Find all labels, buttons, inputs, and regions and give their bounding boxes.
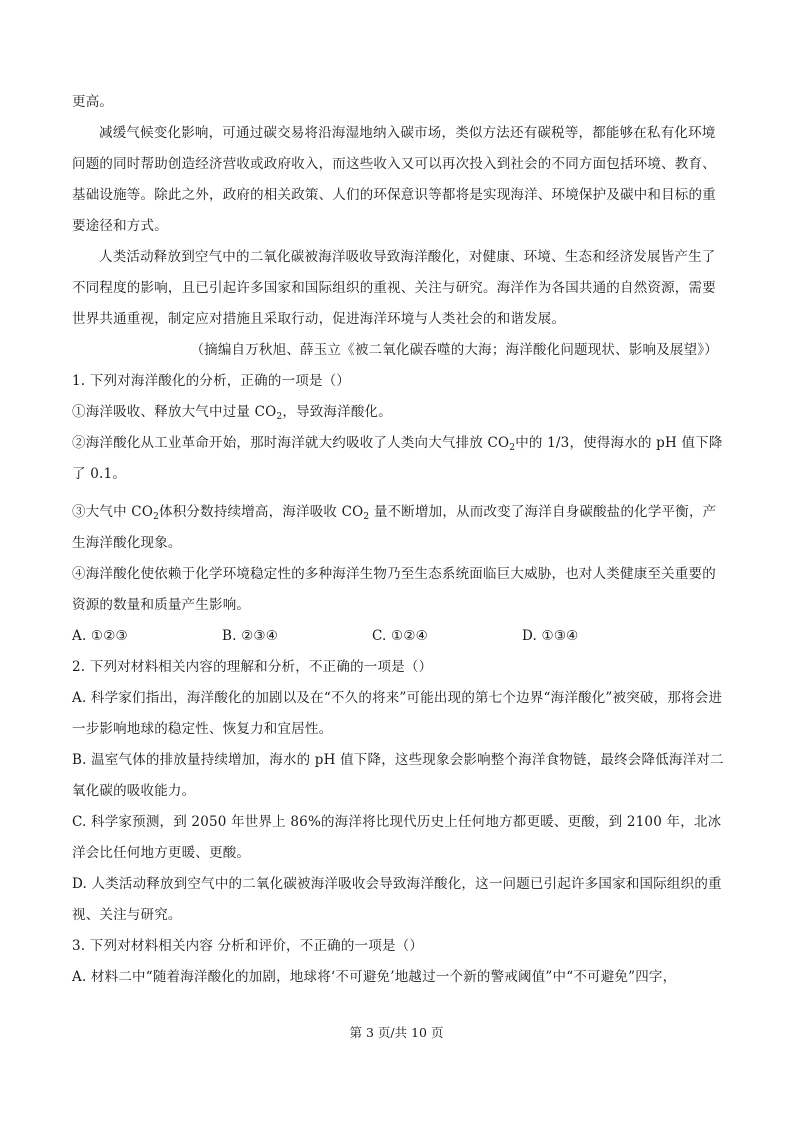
question-2-option-a: A. 科学家们指出，海洋酸化的加剧以及在“不久的将来”可能出现的第七个边界“海洋酸化”被突破，那将会进一步影响地球的稳定性、恢复力和宜居性。 xyxy=(72,690,723,737)
question-1-stem: 1. 下列对海洋酸化的分析，正确的一项是（） xyxy=(72,373,351,389)
question-3-stem: 3. 下列对材料相关内容 分析和评价，不正确的一项是（） xyxy=(72,938,424,954)
passage-source: （摘编自万秋旭、薛玉立《被二氧化碳吞噬的大海；海洋酸化问题现状、影响及展望》） xyxy=(190,342,718,358)
passage-paragraph-conclusion: 人类活动释放到空气中的二氧化碳被海洋吸收导致海洋酸化，对健康、环境、生态和经济发展皆产生了不同程度的影响，且已引起许多国家和国际组织的重视、关注与研究。海洋作为各国共通的自然资源，需要世界共通重视，制定应对措施且采取行动，促进海洋环境与人类社会的和谐发展。 xyxy=(72,249,716,327)
question-1-statement-3: ③大气中 $CO_2$体积分数持续增高，海洋吸收 $CO_2$ 量不断增加，从而改变了海洋自身碳酸盐的化学平衡，产生海洋酸化现象。 xyxy=(72,504,717,551)
passage-paragraph-end: 更高。 xyxy=(72,94,114,110)
option-a: A. ①②③ xyxy=(72,628,128,644)
question-1-statement-1: ①海洋吸收、释放大气中过量 $CO_2$，导致海洋酸化。 xyxy=(72,404,392,422)
question-2-stem: 2. 下列对材料相关内容的理解和分析，不正确的一项是（） xyxy=(72,659,433,675)
page-content xyxy=(72,87,724,993)
page-footer: 第 3 页/共 10 页 xyxy=(349,1025,444,1040)
option-d: D. ①③④ xyxy=(522,628,579,644)
option-c: C. ①②④ xyxy=(372,628,428,644)
question-3-option-a: A. 材料二中“随着海洋酸化的加剧，地球将‘不可避免’地越过一个新的警戒阈值”中“不可避免”四字， xyxy=(72,969,677,985)
question-1-statement-4: ④海洋酸化使依赖于化学环境稳定性的多种海洋生物乃至生态系统面临巨大威胁，也对人类健康至关重要的资源的数量和质量产生影响。 xyxy=(72,566,716,613)
question-2-option-c: C. 科学家预测，到 2050 年世界上 86%的海洋将比现代历史上任何地方都更暖、更酸，到 2100 年，北冰洋会比任何地方更暖、更酸。 xyxy=(72,814,722,861)
question-1-options xyxy=(72,621,672,652)
passage-paragraph-carbon-trading: 减缓气候变化影响，可通过碳交易将沿海湿地纳入碳市场，类似方法还有碳税等，都能够在私有化环境问题的同时帮助创造经济营收或政府收入，而这些收入又可以再次投入到社会的不同方面包括环境、教育、基础设施等。除此之外，政府的相关政策、人们的环保意识等都将是实现海洋、环境保护及碳中和目标的重要途径和方式。 xyxy=(72,125,716,234)
option-b: B. ②③④ xyxy=(222,628,279,644)
question-2-option-d: D. 人类活动释放到空气中的二氧化碳被海洋吸收会导致海洋酸化，这一问题已引起许多国家和国际组织的重视、关注与研究。 xyxy=(72,876,722,923)
question-2-option-b: B. 温室气体的排放量持续增加，海水的 pH 值下降，这些现象会影响整个海洋食物链，最终会降低海洋对二氧化碳的吸收能力。 xyxy=(72,752,724,799)
question-1-statement-2: ②海洋酸化从工业革命开始，那时海洋就大约吸收了人类向大气排放 $CO_2$中的 1/3，使得海水的 pH 值下降了 0.1。 xyxy=(72,435,723,482)
